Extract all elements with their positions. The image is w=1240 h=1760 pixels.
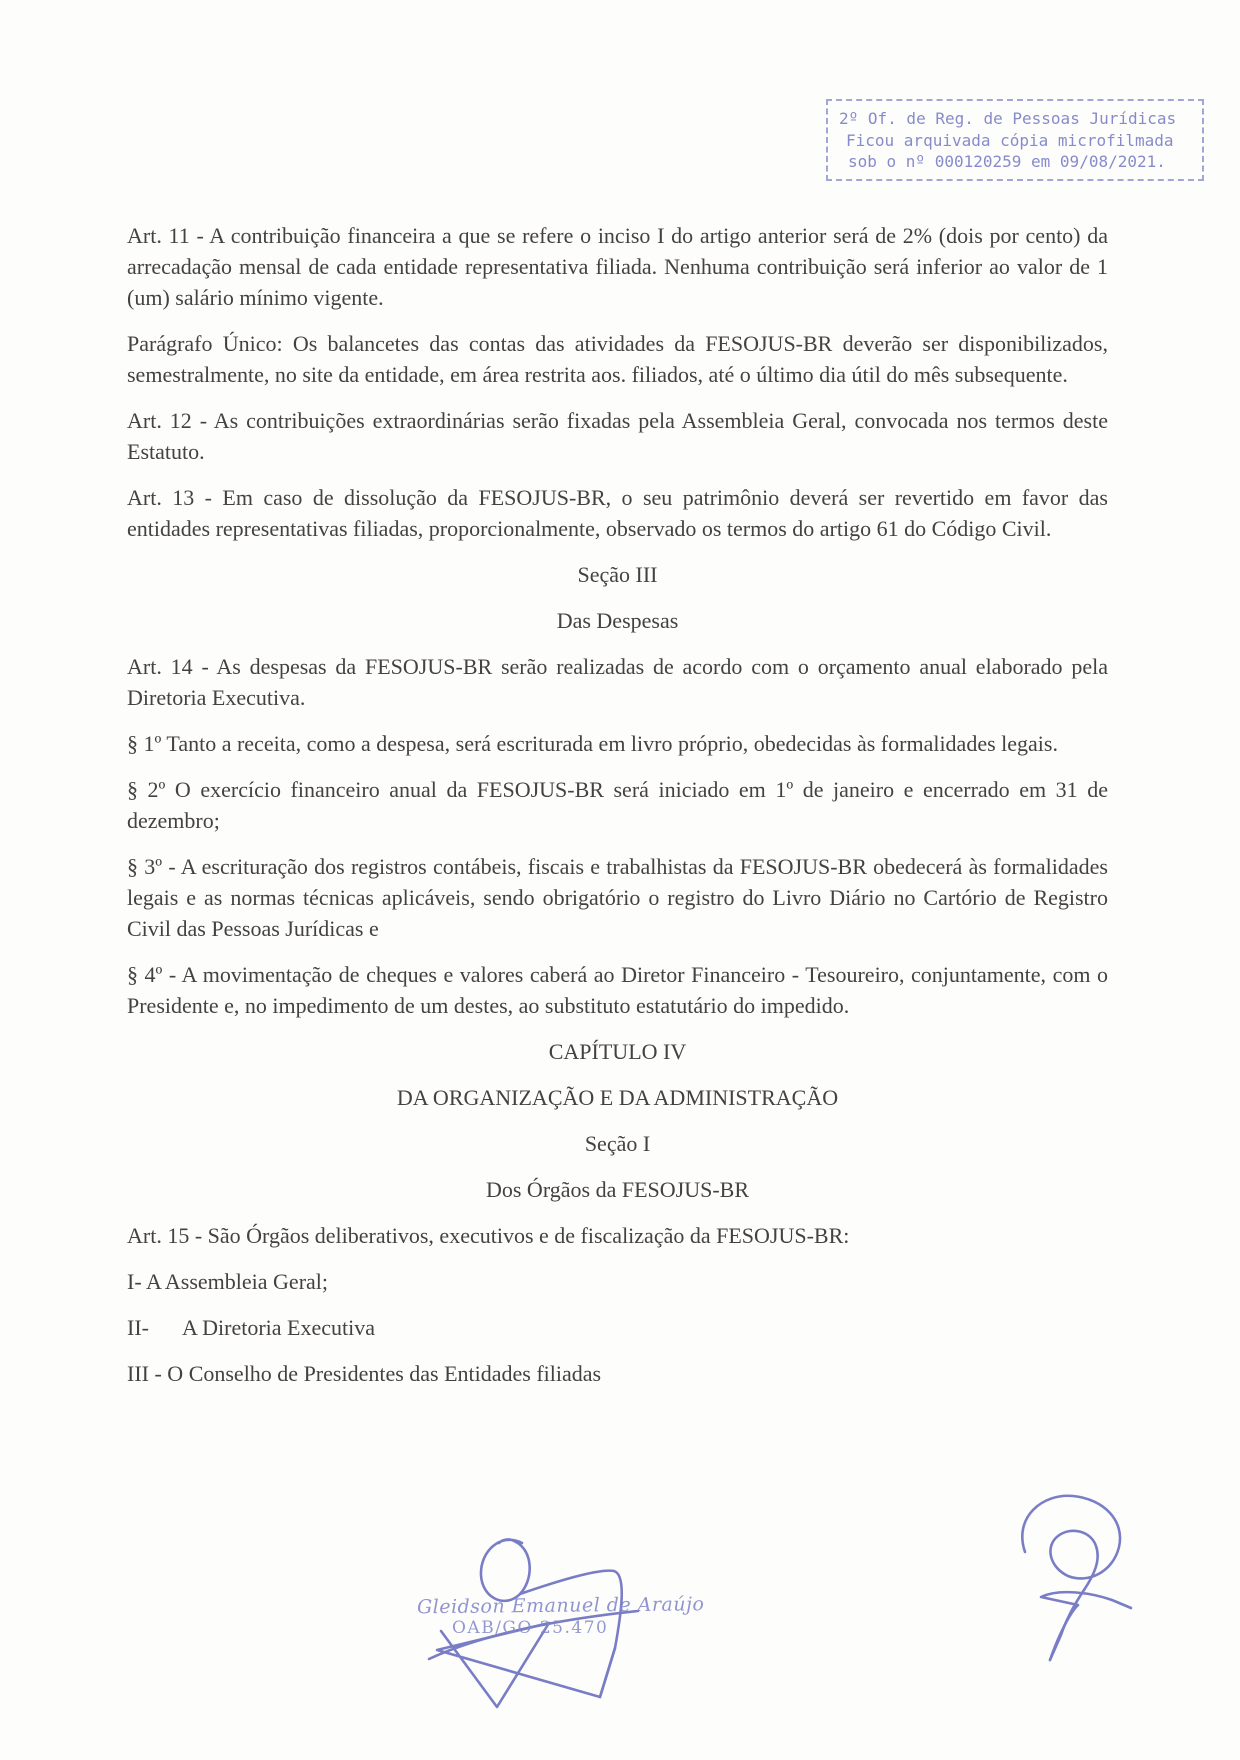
paragraph-par-1: § 1º Tanto a receita, como a despesa, será escriturada em livro próprio, obedecidas às formalidades legais. — [127, 731, 1058, 756]
list-item-i: I- A Assembleia Geral; — [127, 1269, 329, 1294]
heading-das-despesas: Das Despesas — [556, 608, 679, 633]
paragraph-art-12: Art. 12 - As contribuições extraordinárias serão fixadas pela Assembleia Geral, convocada nos termos deste Estatuto. — [127, 408, 1108, 464]
heading-secao-iii: Seção III — [577, 562, 658, 587]
paragraph-art-14: Art. 14 - As despesas da FESOJUS-BR serão realizadas de acordo com o orçamento anual elaborado pela Diretoria Executiva. — [127, 654, 1108, 710]
heading-secao-i: Seção I — [584, 1131, 651, 1156]
left-signature-stem-stroke — [520, 1571, 622, 1697]
right-signature-loop-stroke — [1022, 1496, 1120, 1660]
heading-da-organizacao: DA ORGANIZAÇÃO E DA ADMINISTRAÇÃO — [396, 1085, 839, 1110]
stamp-line-2: Ficou arquivada cópia microfilmada — [846, 130, 1174, 150]
left-signature-strike-stroke — [429, 1611, 638, 1659]
registry-microfilm-stamp — [826, 99, 1204, 181]
stamp-line-1: 2º Of. de Reg. de Pessoas Jurídicas — [839, 109, 1177, 128]
document-body — [127, 220, 1108, 1404]
attorney-stamp-oab: OAB/GO 25.470 — [452, 1618, 609, 1638]
attorney-stamp-name: Gleidson Emanuel de Araújo — [416, 1593, 705, 1619]
list-item-ii: II- A Diretoria Executiva — [127, 1315, 376, 1340]
left-signature-loop-stroke — [481, 1539, 530, 1600]
paragraph-par-3: § 3º - A escrituração dos registros contábeis, fiscais e trabalhistas da FESOJUS-BR obedecerá às formalidades legais e as normas técnicas aplicáveis, sendo obrigatório o registro do Livro Diário no Cartório de Registro Civil das Pessoas Jurídicas e — [127, 854, 1108, 941]
paragraph-art-13: Art. 13 - Em caso de dissolução da FESOJUS-BR, o seu patrimônio deverá ser revertido em favor das entidades representativas filiadas, proporcionalmente, observado os termos do artigo 61 do Código Civil. — [127, 485, 1108, 541]
right-signature-tail-stroke — [1041, 1592, 1131, 1660]
left-signature-zigzag-stroke — [437, 1623, 615, 1707]
paragraph-art-15: Art. 15 - São Órgãos deliberativos, executivos e de fiscalização da FESOJUS-BR: — [127, 1223, 850, 1248]
list-item-iii: III - O Conselho de Presidentes das Entidades filiadas — [127, 1361, 602, 1386]
heading-dos-orgaos: Dos Órgãos da FESOJUS-BR — [485, 1177, 749, 1202]
heading-capitulo-iv: CAPÍTULO IV — [548, 1039, 687, 1064]
stamp-line-3: sob o nº 000120259 em 09/08/2021. — [848, 152, 1166, 171]
paragraph-par-4: § 4º - A movimentação de cheques e valores caberá ao Diretor Financeiro - Tesoureiro, conjuntamente, com o Presidente e, no impedimento de um destes, ao substituto estatutário do impedido. — [127, 962, 1108, 1018]
paragraph-par-2: § 2º O exercício financeiro anual da FESOJUS-BR será iniciado em 1º de janeiro e encerrado em 31 de dezembro; — [127, 777, 1108, 833]
paragraph-art-11: Art. 11 - A contribuição financeira a que se refere o inciso I do artigo anterior será de 2% (dois por cento) da arrecadação mensal de cada entidade representativa filiada. Nenhuma contribuição será inferior ao valor de 1 (um) salário mínimo vigente. — [127, 223, 1108, 310]
paragraph-paragrafo-unico: Parágrafo Único: Os balancetes das contas das atividades da FESOJUS-BR deverão ser disponibilizados, semestralmente, no site da entidade, em área restrita aos. filiados, até o último dia útil do mês subsequente. — [127, 331, 1108, 387]
